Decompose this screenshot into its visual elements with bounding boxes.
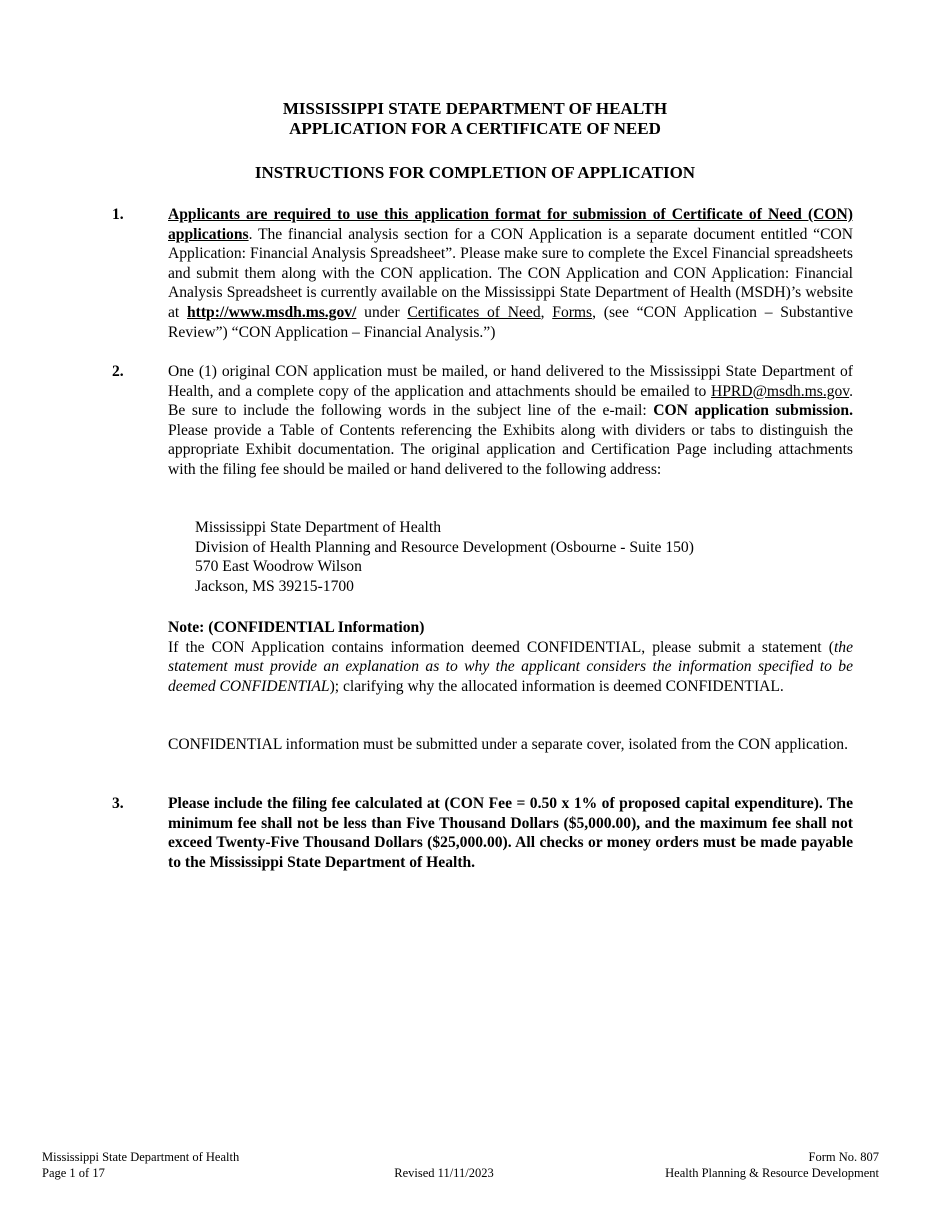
form-number: Form No. 807: [808, 1150, 879, 1164]
item-1-lead: Applicants are required to use this application format for submission of Certificate of Need (CON) applications: [168, 206, 853, 243]
note-italic: the statement must provide an explanation as to why the applicant considers the information specified to be deemed CONFIDENTIAL: [168, 638, 853, 695]
header-line-2: APPLICATION FOR A CERTIFICATE OF NEED: [289, 119, 661, 138]
confidential-separate-cover: CONFIDENTIAL information must be submitted under a separate cover, isolated from the CON application.: [168, 736, 848, 753]
item-3-text: Please include the filing fee calculated at (CON Fee = 0.50 x 1% of proposed capital expenditure). The minimum fee shall not be less than Five Thousand Dollars ($5,000.00), and the maximum fee shall not exceed Twenty-Five Thousand Dollars ($25,000.00). All checks or money orders must be made payable to the Mississippi State Department of Health.: [168, 795, 853, 871]
item-number: 1.: [112, 206, 124, 223]
mailing-address: Mississippi State Department of Health Division of Health Planning and Resource Development (Osbourne - Suite 150) 570 East Woodrow Wilson Jackson, MS 39215-1700: [195, 519, 694, 595]
instruction-item-2: [112, 362, 853, 480]
item-2-text: One (1) original CON application must be mailed, or hand delivered to the Mississippi State Department of Health, and a complete copy of the application and attachments should be emailed to HPRD@msdh.ms.gov. Be sure to include the following words in the subject line of the e-mail: CON application submission. Please provide a Table of Contents referencing the Exhibits along with dividers or tabs to distinguish the appropriate Exhibit documentation. The original application and Certification Page including attachments with the filing fee should be mailed or hand delivered to the following address:: [168, 363, 854, 478]
note-text: If the CON Application contains information deemed CONFIDENTIAL, please submit a statement (the statement must provide an explanation as to why the applicant considers the information specified to be deemed CONFIDENTIAL); clarifying why the allocated information is deemed CONFIDENTIAL.: [168, 638, 853, 695]
page-number: Page 1 of 17: [42, 1166, 105, 1180]
note-title: Note: (CONFIDENTIAL Information): [168, 619, 425, 636]
confidential-note: [168, 618, 853, 696]
item-number: 3.: [112, 795, 124, 812]
footer-left: Mississippi State Department of Health Page 1 of 17: [42, 1150, 240, 1180]
item-number: 2.: [112, 363, 124, 380]
instruction-item-1: [112, 205, 853, 342]
forms-link[interactable]: Forms: [552, 303, 593, 321]
certificates-of-need-link[interactable]: Certificates of Need: [407, 303, 541, 321]
header-line-1: MISSISSIPPI STATE DEPARTMENT OF HEALTH: [282, 99, 668, 118]
hprd-email-link[interactable]: HPRD@msdh.ms.gov: [710, 382, 850, 400]
instructions-title: INSTRUCTIONS FOR COMPLETION OF APPLICATION: [254, 163, 696, 182]
instruction-item-3: [112, 794, 853, 872]
msdh-website-link[interactable]: http://www.msdh.ms.gov/: [187, 303, 357, 321]
footer-right: Form No. 807 Health Planning & Resource Development: [665, 1150, 879, 1180]
email-subject: CON application submission.: [653, 402, 854, 420]
item-1-text: Applicants are required to use this application format for submission of Certificate of Need (CON) applications. The financial analysis section for a CON Application is a separate document entitled “CON Application: Financial Analysis Spreadsheet”. Please make sure to complete the Excel Financial spreadsheets and submit them along with the CON application. The CON Application and CON Application: Financial Analysis Spreadsheet is currently available on the Mississippi State Department of Health (MSDH)’s website at http://www.msdh.ms.gov/ under Certificates of Need, Forms, (see “CON Application – Substantive Review”) “CON Application – Financial Analysis.”): [168, 206, 853, 341]
document-header: [0, 99, 950, 139]
footer-revised: Revised 11/11/2023: [394, 1166, 494, 1180]
